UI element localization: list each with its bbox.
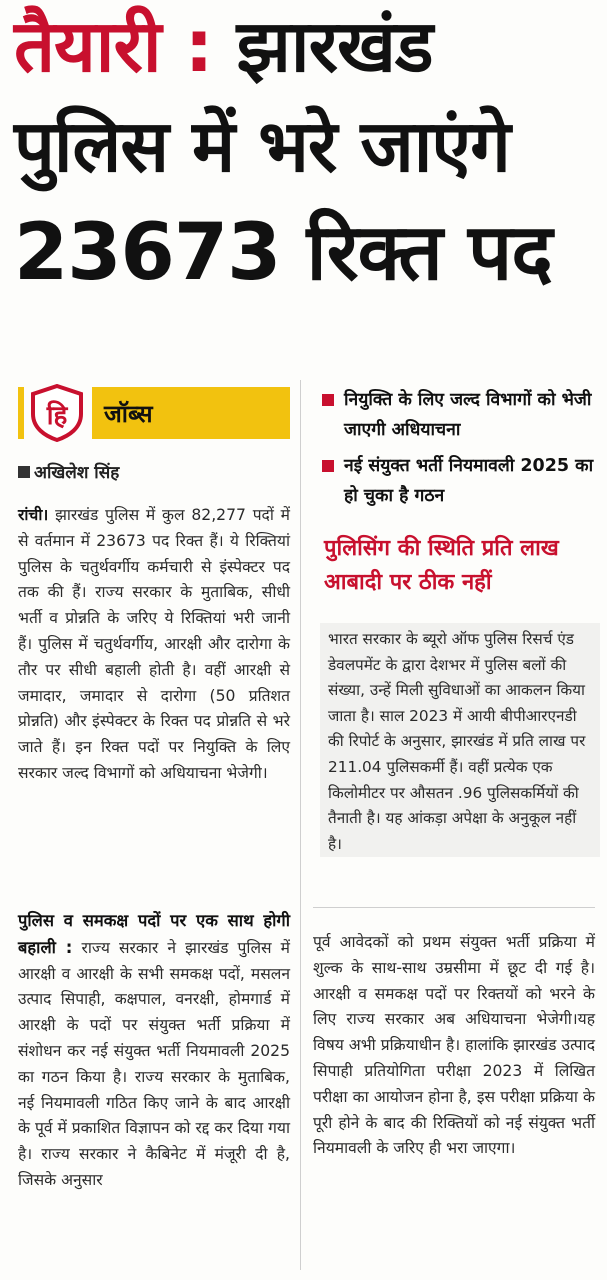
highlight-text: नई संयुक्त भर्ती नियमावली 2025 का हो चुका है गठन [344, 456, 594, 506]
bullet-square-icon [322, 394, 334, 406]
sidebar-heading: पुलिसिंग की स्थिति प्रति लाख आबादी पर ठीक नहीं [324, 536, 559, 595]
section-brand-bar [18, 382, 290, 444]
body-column-1-top [18, 503, 290, 787]
headline-line-2: पुलिस में भरे जाएंगे [14, 104, 510, 188]
section-tag-label: जॉब्स [104, 399, 153, 428]
byline-square-icon [18, 466, 30, 478]
hindustan-logo-icon [28, 384, 86, 442]
highlight-item [322, 451, 602, 511]
highlight-text: नियुक्ति के लिए जल्द विभागों को भेजी जाएगी अधियाचना [344, 390, 592, 440]
dateline: रांची। [18, 506, 49, 524]
column-divider [300, 380, 301, 1270]
bullet-square-icon [322, 460, 334, 472]
highlight-item [322, 385, 602, 445]
headline-line-1 [14, 4, 599, 96]
byline [18, 460, 119, 483]
headline [14, 4, 599, 306]
body-paragraph-2: राज्य सरकार ने झारखंड पुलिस में आरक्षी व आरक्षी के सभी समकक्ष पदों, मसलन उत्पाद सिपाही, कक्षपाल, वनरक्षी, होमगार्ड में आरक्षी के पदों पर संयुक्त भर्ती प्रक्रिया में संशोधन कर नई संयुक्त भर्ती नियमावली 2025 का गठन किया है। राज्य सरकार के मुताबिक, नई नियमावली गठित किए जाने के बाद आरक्षी के पूर्व में प्रकाशित विज्ञापन को रद्द कर दिया गया है। राज्य सरकार ने कैबिनेट में मंजूरी दी है, जिसके अनुसार [18, 938, 290, 1189]
horizontal-divider [313, 907, 595, 908]
body-paragraph-1: झारखंड पुलिस में कुल 82,277 पदों में से वर्तमान में 23673 पद रिक्त हैं। ये रिक्तियां पुलिस के चतुर्थवर्गीय कर्मचारी से इंस्पेक्टर पद तक की हैं। राज्य सरकार के मुताबिक, सीधी भर्ती व प्रोन्नति के जरिए ये रिक्तियां भरी जानी हैं। पुलिस में चतुर्थवर्गीय, आरक्षी और दारोगा के तौर पर सीधी बहाली होती है। वहीं आरक्षी से जमादार, जमादार से दारोगा (50 प्रतिशत प्रोन्नति) और इंस्पेक्टर के रिक्त पद प्रोन्नति से भरे जाते हैं। इन रिक्त पदों पर नियुक्ति के लिए सरकार जल्द विभागों को अधियाचना भेजेगी। [18, 506, 290, 782]
body-column-1-bottom [18, 908, 290, 1194]
headline-line-3: 23673 रिक्त पद [14, 208, 552, 298]
logo-text: हि [46, 401, 68, 431]
sidebar-box [320, 623, 600, 857]
subhead: पुलिस व समकक्ष पदों पर एक साथ होगी बहाली : [18, 911, 290, 957]
section-tag [92, 387, 290, 439]
sidebar-text: भारत सरकार के ब्यूरो ऑफ पुलिस रिसर्च एंड डेवलपमेंट के द्वारा देशभर में पुलिस बलों की संख्या, उन्हें मिली सुविधाओं का आकलन किया जाता है। साल 2023 में आयी बीपीआरएनडी की रिपोर्ट के अनुसार, झारखंड में प्रति लाख पर 211.04 पुलिसकर्मी हैं। वहीं प्रत्येक एक किलोमीटर पर औसतन .96 पुलिसकर्मियों की तैनाती है। यह आंकड़ा अपेक्षा के अनुकूल नहीं है। [328, 630, 586, 853]
byline-author: अखिलेश सिंह [34, 463, 120, 483]
headline-kicker: तैयारी : [14, 4, 213, 88]
headline-line-1-rest: झारखंड [236, 4, 433, 88]
body-paragraph-3: पूर्व आवेदकों को प्रथम संयुक्त भर्ती प्रक्रिया में शुल्क के साथ-साथ उम्रसीमा में छूट दी गई है। आरक्षी व समकक्ष पदों पर रिक्तयों को भरने के लिए राज्य सरकार अब अधियाचना भेजेगी।यह विषय अभी प्रक्रियाधीन है। हालांकि झारखंड उत्पाद सिपाही प्रतियोगिता परीक्षा 2023 में लिखित परीक्षा का आयोजन होना है, इस परीक्षा प्रक्रिया के पूरी होने के बाद की रिक्तियों को नई संयुक्त भर्ती नियमावली के जरिए ही भरा जाएगा। [313, 933, 595, 1158]
brand-edge [18, 387, 24, 439]
highlights [322, 385, 602, 517]
body-column-2-bottom [313, 930, 595, 1162]
